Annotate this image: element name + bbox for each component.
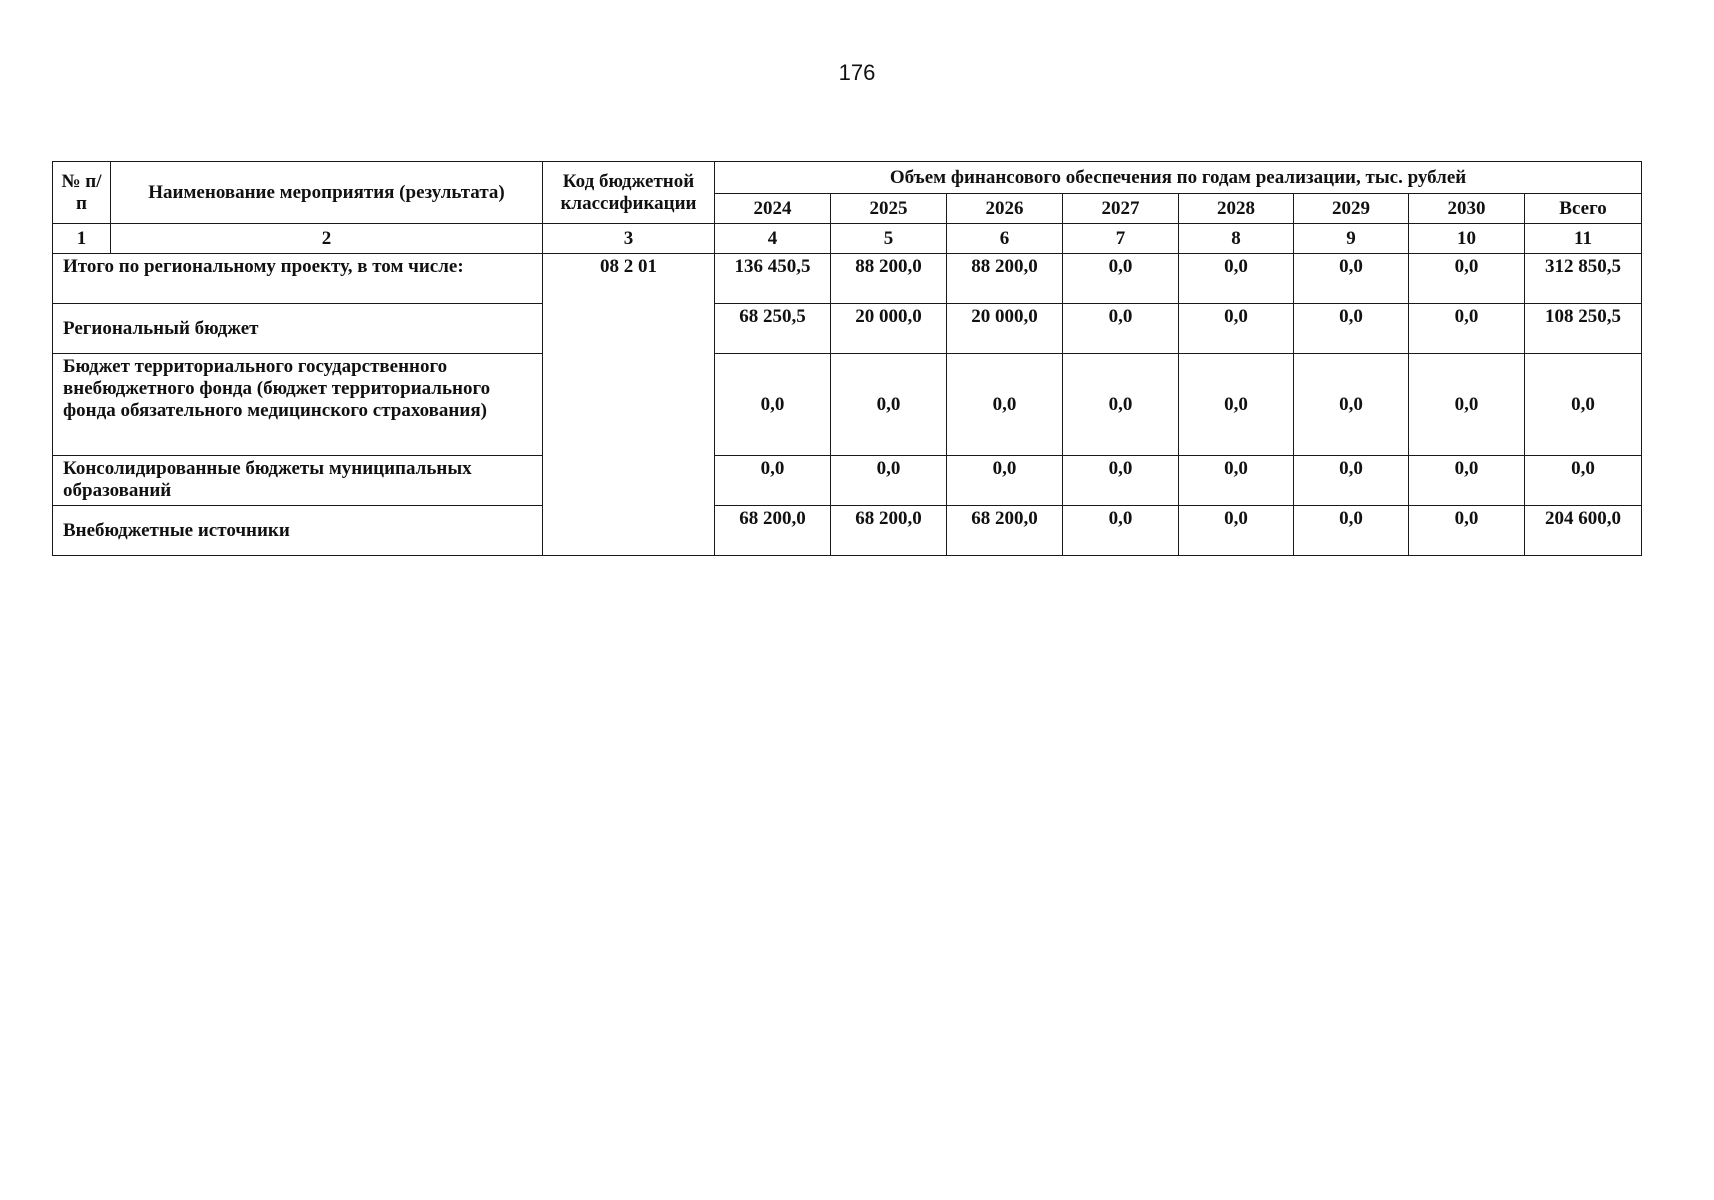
value-cell: 0,0 bbox=[1409, 354, 1525, 456]
row-name: Итого по региональному проекту, в том числе: bbox=[53, 254, 543, 304]
header-code: Код бюджетной классификации bbox=[543, 162, 715, 224]
table-row-extrabudgetary bbox=[53, 506, 1642, 556]
value-cell: 0,0 bbox=[831, 456, 947, 506]
value-cell: 0,0 bbox=[1063, 506, 1179, 556]
index-cell: 8 bbox=[1179, 224, 1294, 254]
value-cell: 88 200,0 bbox=[831, 254, 947, 304]
value-cell: 0,0 bbox=[1294, 456, 1409, 506]
header-year: 2027 bbox=[1063, 194, 1179, 224]
value-cell: 88 200,0 bbox=[947, 254, 1063, 304]
value-cell-total: 108 250,5 bbox=[1525, 304, 1642, 354]
value-cell-total: 204 600,0 bbox=[1525, 506, 1642, 556]
value-cell: 0,0 bbox=[1179, 304, 1294, 354]
value-cell: 0,0 bbox=[1179, 354, 1294, 456]
value-cell: 68 200,0 bbox=[947, 506, 1063, 556]
index-cell: 3 bbox=[543, 224, 715, 254]
value-cell-total: 0,0 bbox=[1525, 354, 1642, 456]
table-row-total bbox=[53, 254, 1642, 304]
value-cell: 0,0 bbox=[1409, 456, 1525, 506]
value-cell: 0,0 bbox=[831, 354, 947, 456]
index-cell: 10 bbox=[1409, 224, 1525, 254]
value-cell: 0,0 bbox=[1063, 456, 1179, 506]
header-total: Всего bbox=[1525, 194, 1642, 224]
value-cell: 0,0 bbox=[1294, 506, 1409, 556]
index-cell: 7 bbox=[1063, 224, 1179, 254]
page-number: 176 bbox=[838, 60, 876, 85]
value-cell: 136 450,5 bbox=[715, 254, 831, 304]
value-cell: 0,0 bbox=[1063, 254, 1179, 304]
index-cell: 5 bbox=[831, 224, 947, 254]
value-cell: 0,0 bbox=[1179, 456, 1294, 506]
index-cell: 6 bbox=[947, 224, 1063, 254]
table-row-municipal bbox=[53, 456, 1642, 506]
row-name: Бюджет территориального государственного внебюджетного фонда (бюджет территориального фонда обязательного медицинского страхования) bbox=[53, 354, 543, 456]
financing-table bbox=[52, 161, 1642, 556]
header-year: 2030 bbox=[1409, 194, 1525, 224]
index-row bbox=[53, 224, 1642, 254]
header-year: 2029 bbox=[1294, 194, 1409, 224]
value-cell: 0,0 bbox=[1294, 354, 1409, 456]
index-cell: 2 bbox=[111, 224, 543, 254]
row-name: Региональный бюджет bbox=[53, 304, 543, 354]
value-cell: 0,0 bbox=[1409, 254, 1525, 304]
value-cell: 0,0 bbox=[947, 354, 1063, 456]
header-year: 2028 bbox=[1179, 194, 1294, 224]
header-year: 2025 bbox=[831, 194, 947, 224]
value-cell: 0,0 bbox=[1294, 254, 1409, 304]
value-cell: 68 200,0 bbox=[715, 506, 831, 556]
table-row-tfoms bbox=[53, 354, 1642, 456]
value-cell: 0,0 bbox=[1409, 304, 1525, 354]
header-year: 2024 bbox=[715, 194, 831, 224]
header-year: 2026 bbox=[947, 194, 1063, 224]
row-name: Внебюджетные источники bbox=[53, 506, 543, 556]
value-cell: 0,0 bbox=[1063, 304, 1179, 354]
value-cell: 0,0 bbox=[1063, 354, 1179, 456]
value-cell: 20 000,0 bbox=[947, 304, 1063, 354]
index-cell: 9 bbox=[1294, 224, 1409, 254]
value-cell: 0,0 bbox=[1294, 304, 1409, 354]
budget-code: 08 2 01 bbox=[543, 254, 715, 556]
header-num: № п/п bbox=[53, 162, 111, 224]
value-cell: 0,0 bbox=[1179, 254, 1294, 304]
value-cell-total: 312 850,5 bbox=[1525, 254, 1642, 304]
value-cell: 0,0 bbox=[1179, 506, 1294, 556]
value-cell: 20 000,0 bbox=[831, 304, 947, 354]
header-volume: Объем финансового обеспечения по годам реализации, тыс. рублей bbox=[715, 162, 1642, 194]
table-row-regional bbox=[53, 304, 1642, 354]
value-cell: 0,0 bbox=[715, 354, 831, 456]
value-cell: 68 200,0 bbox=[831, 506, 947, 556]
value-cell-total: 0,0 bbox=[1525, 456, 1642, 506]
header-row-1 bbox=[53, 162, 1642, 194]
value-cell: 68 250,5 bbox=[715, 304, 831, 354]
value-cell: 0,0 bbox=[947, 456, 1063, 506]
index-cell: 4 bbox=[715, 224, 831, 254]
row-name: Консолидированные бюджеты муниципальных образований bbox=[53, 456, 543, 506]
index-cell: 11 bbox=[1525, 224, 1642, 254]
header-name: Наименование мероприятия (результата) bbox=[111, 162, 543, 224]
value-cell: 0,0 bbox=[1409, 506, 1525, 556]
index-cell: 1 bbox=[53, 224, 111, 254]
value-cell: 0,0 bbox=[715, 456, 831, 506]
